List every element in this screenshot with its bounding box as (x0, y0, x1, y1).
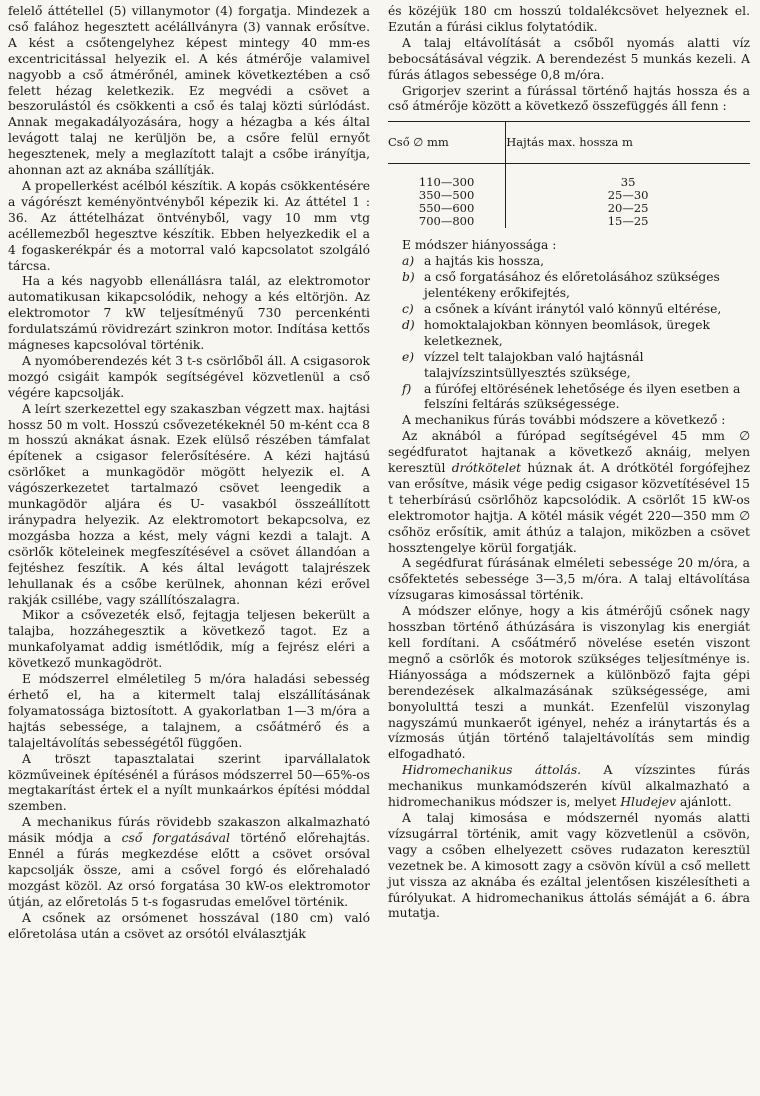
paragraph: A csőnek az orsómenet hosszával (180 cm) való előretolása után a csövet az orsótól elválasztják (8, 910, 370, 941)
text-run: A vízszintes fúrás mechanikus munkamódszerén kívül alkalmazható a hidromechanikus módszer is, melyet (388, 763, 750, 810)
table-cell: 550—600 (418, 201, 475, 216)
paragraph (388, 763, 750, 811)
paragraph: A módszer előnye, hogy a kis átmérőjű csőnek nagy hosszban történő áthúzására is viszonylag kis energiát kell fordítani. A csőátmérő növelése esetén viszont megnő a csörlők és motorok szükséges teljesítménye is. Hiányossága a módszernek a különböző fajta gépi berendezések alkalmazásának szükségessége, ami bonyolulttá teszi a munkát. Ezenfelül viszonylag nagyszámú munkaerőt igényel, nehéz a iránytartás és a vízmosás útján történő talajeltávolítás sem mindig elfogadható. (388, 604, 750, 762)
list-item (402, 254, 750, 270)
list-label: d) (402, 317, 415, 332)
table-row (388, 215, 750, 228)
table-header-row (388, 122, 750, 164)
list-item (402, 318, 750, 350)
column-header: Cső ∅ mm (388, 135, 449, 150)
table-row (388, 164, 750, 190)
paragraph (8, 815, 370, 910)
paragraph: Grigorjev szerint a fúrással történő hajtás hossza és a cső átmérője között a következő összefüggés áll fenn : (388, 83, 750, 114)
pipe-length-table (388, 121, 750, 228)
paragraph: A tröszt tapasztalatai szerint iparvállalatok közműveinek építésénél a fúrásos módszerrel 50—65%-os megtakarítást értek el a nyílt munkaárkos építési móddal szemben. (8, 751, 370, 814)
list-text: a fúrófej eltörésének lehetősége és ilyen esetben a felszíni feltárás szükségessége. (424, 381, 741, 412)
text-run: A mechanikus fúrás rövidebb szakaszon alkalmazható másik módja a (8, 815, 370, 846)
emphasis-text: cső forgatásával (121, 831, 230, 846)
left-column (8, 4, 370, 1096)
paragraph (388, 429, 750, 556)
paragraph: és közéjük 180 cm hosszú toldalékcsövet helyeznek el. Ezután a fúrási ciklus folytatódik. (388, 4, 750, 34)
emphasis-text: drótkötelet (451, 461, 522, 476)
table-cell: 35 (506, 164, 750, 190)
table-cell: 25—30 (506, 189, 750, 202)
paragraph: A talaj eltávolítását a csőből nyomás alatti víz bebocsátásával végzik. A berendezést 5 munkás kezeli. A fúrás átlagos sebessége 0,8 m/óra. (388, 35, 750, 82)
list-label: c) (402, 301, 414, 316)
text-run: húznak át. A drótkötél forgófejhez van erősítve, másik vége pedig csigasor közvetítésével 15 t teherbírású csörlőhöz kapcsolódik. A csörlőt 15 kW-os elektromotor hajtja. A kötél másik végét 220—350 mm ∅ csőhöz erősítik, amit áthúz a talajon, miközben a csövet hossztengelye körül forgatják. (388, 461, 750, 555)
list-intro: E módszer hiányossága : (402, 238, 557, 253)
list-text: vízzel telt talajokban való hajtásnál talajvízszintsüllyesztés szüksége, (424, 349, 644, 380)
right-column (388, 4, 750, 1096)
list-item (402, 302, 750, 318)
list-label: b) (402, 270, 415, 285)
paragraph: Mikor a csővezeték első, fejtagja teljesen bekerült a talajba, hozzáhegesztik a következő tagot. Ez a munkafolyamat addig ismétlődik, míg a fejrész eléri a következő munkagödröt. (8, 608, 370, 671)
section-heading: Hidromechanikus áttolás. (402, 763, 582, 778)
paragraph: A nyomóberendezés két 3 t-s csörlőből áll. A csigasorok mozgó csigáit kampók segítségével közvetlenül a cső végére kapcsolják. (8, 353, 370, 400)
paragraph: felelő áttétellel (5) villanymotor (4) forgatja. Mindezek a cső falához hegesztett acélállványra (3) vannak erősítve. A kést a csőtengelyhez képest mintegy 40 mm-es excentricitással helyezik el. A kés átmérője valamivel nagyobb a cső átmérőnél, aminek következtében a cső felett hézag keletkezik. Ez megvédi a csövet a beszorulástól és csökkenti a cső és talaj közti súrlódást. Annak megakadályozására, hogy a hézagba a kés által levágott talaj ne kerüljön be, a csőre felül ernyőt hegesztenek, mely a meglazított talajt a csőbe irányítja, ahonnan azt az aknába szállítják. (8, 4, 370, 178)
paragraph: Ha a kés nagyobb ellenállásra talál, az elektromotor automatikusan kikapcsolódik, nehogy a kés eltörjön. Az elektromotor 7 kW teljesítményű 730 percenkénti fordulatszámú rövidrezárt szinkron motor. Indítása kettős mágneses kapcsolóval történik. (8, 274, 370, 353)
author-name: Hludejev (620, 795, 677, 810)
list-item (402, 270, 750, 302)
table-cell: 110—300 (418, 175, 475, 190)
table-cell: 20—25 (506, 202, 750, 215)
table-cell: 15—25 (506, 215, 750, 228)
text-run: történő előrehajtás. Ennél a fúrás megkezdése előtt a csövet orsóval kapcsolják össze, ami a csővel forgó és előrehaladó mozgást közöl. Az orsó forgatása 30 kW-os elektromotor útján, az előretolás 5 t-s fogasrudas emelővel történik. (8, 831, 371, 909)
list-text: a csőnek a kívánt iránytól való könnyű eltérése, (424, 301, 722, 316)
paragraph: A talaj kimosása e módszernél nyomás alatti vízsugárral történik, amit vagy közvetlenül a csövön, vagy a csőben elhelyezett csöves rudazaton keresztül vezetnek be. A kimosott zagy a csövön kívül a cső mellett jut vissza az aknába és ezáltal jelentősen kiszélesítheti a fúrólyukat. A hidromechanikus áttolás sémáját a 6. ábra mutatja. (388, 810, 750, 921)
paragraph: A leírt szerkezettel egy szakaszban végzett max. hajtási hossz 50 m volt. Hosszú csővezetékeknél 50 m-ként cca 8 m hosszú aknákat ásnak. Ezek elülső részében támfalat építenek a csigasor felerősítésére. A kézi hajtású csörlőket a munkagödör mögött helyezik el. A vágószerkezetet tartalmazó csövet leengedik a munkagödör aljára és U- vasakból összeállított iránypadra helyezik. Az elektromotort bekapcsolva, ez mozgásba hozza a kést, mely vágni kezdi a talajt. A csörlők köteleinek megfeszítésével a csövet állandóan a fejtéshez feszítik. A kés által levágott talajrészek lehullanak és a csőbe kerülnek, ahonnan kézi erővel rakják csillébe, vagy szállítószalagra. (8, 401, 370, 607)
list-label: f) (402, 381, 412, 396)
list-text: a cső forgatásához és előretolásához szükséges jelentékeny erőkifejtés, (424, 270, 720, 301)
paragraph: A segédfurat fúrásának elméleti sebessége 20 m/óra, a csőfektetés sebessége 3—3,5 m/óra. A talaj eltávolítása vízsugaras kimosással történik. (388, 556, 750, 603)
paragraph: E módszerrel elméletileg 5 m/óra haladási sebesség érhető el, ha a kitermelt talaj elszállításának folyamatossága biztosított. A gyakorlatban 1—3 m/óra a hajtás sebessége, a talajnem, a csőátmérő és a talajeltávolítás sebességétől függően. (8, 672, 370, 750)
text-run: ajánlott. (676, 795, 732, 810)
list-item (402, 350, 750, 382)
list-text: homoktalajokban könnyen beomlások, üregek keletkeznek, (424, 317, 710, 348)
table-cell: 350—500 (418, 188, 475, 203)
drawbacks-list (388, 254, 750, 413)
column-header: Hajtás max. hossza m (506, 122, 750, 164)
list-text: a hajtás kis hossza, (424, 254, 545, 269)
table-cell: 700—800 (418, 214, 475, 229)
list-item (402, 382, 750, 414)
list-label: a) (402, 254, 415, 269)
paragraph: A propellerkést acélból készítik. A kopás csökkentésére a vágórészt keményöntvényből képezik ki. Az áttétel 1 : 36. Az áttételházat öntvényből, vagy 10 mm vtg acéllemezből hegesztve készítik. Ebben helyezkedik el a 4 fogaskerékpár és a motorral való kapcsolatot szolgáló tárcsa. (8, 178, 370, 273)
list-label: e) (402, 349, 415, 364)
paragraph: A mechanikus fúrás további módszere a következő : (402, 413, 726, 428)
text-run: Az aknából a fúrópad segítségével 45 mm ∅ segédfuratot hajtanak a következő aknáig, melyen keresztül (388, 429, 750, 476)
